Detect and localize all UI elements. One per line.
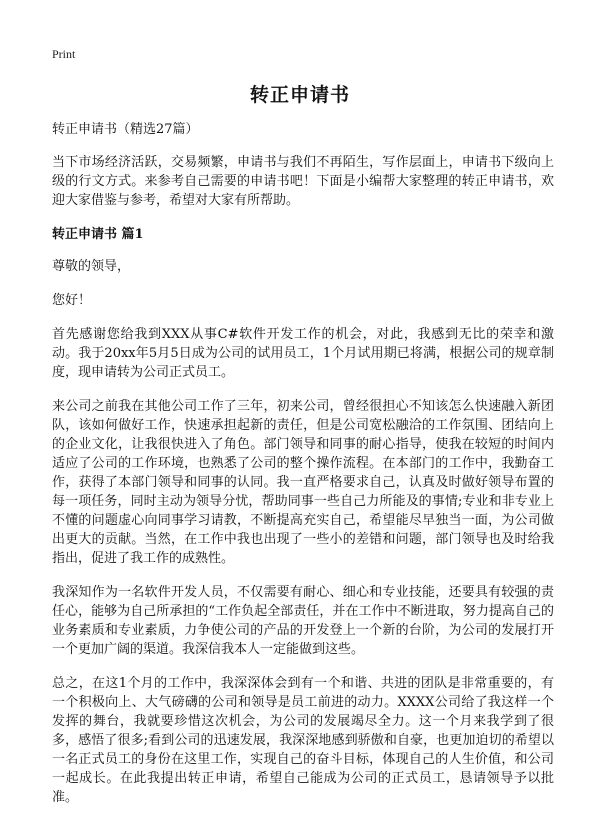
body-paragraph-4: 总之，在这1个月的工作中，我深深体会到有一个和谐、共进的团队是非常重要的，有一个积极向上、大气磅礴的公司和领导是员工前进的动力。XXXX公司给了我这样一个发挥的舞台，我就要珍惜这次机会，为公司的发展竭尽全力。这一个月来我学到了很多，感悟了很多;看到公司的迅速发展，我深深地感到骄傲和自豪，也更加迫切的希望以一名正式员工的身份在这里工作，实现自己的奋斗目标，体现自己的人生价值，和公司一起成长。在此我提出转正申请，希望自己能成为公司的正式员工，恳请领导予以批准。 bbox=[52, 676, 554, 805]
greeting: 您好！ bbox=[52, 293, 92, 308]
body-paragraph-2: 来公司之前我在其他公司工作了三年，初来公司，曾经很担心不知该怎么快速融入新团队，该如何做好工作，快速承担起新的责任，但是公司宽松融洽的工作氛围、团结向上的企业文化，让我很快进入了角色。部门领导和同事的耐心指导，使我在较短的时间内适应了公司的工作环境，也熟悉了公司的整个操作流程。在本部门的工作中，我勤奋工作，获得了本部门领导和同事的认同。我一直严格要求自己，认真及时做好领导布置的每一项任务，同时主动为领导分忧，帮助同事一些自己力所能及的事情;专业和非专业上不懂的问题虚心向同事学习请教，不断提高充实自己，希望能尽早独当一面，为公司做出更大的贡献。当然，在工作中我也出现了一些小的差错和问题，部门领导也及时给我指出，促进了我工作的成熟性。 bbox=[52, 399, 554, 566]
print-link[interactable]: Print bbox=[52, 47, 76, 61]
body-paragraph-1: 首先感谢您给我到XXX从事C#软件开发工作的机会，对此，我感到无比的荣幸和激动。我于20xx年5月5日成为公司的试用员工，1个月试用期已将满，根据公司的规章制度，现申请转为公司正式员工。 bbox=[52, 327, 554, 380]
salutation: 尊敬的领导， bbox=[52, 259, 131, 274]
document-subtitle: 转正申请书（精选27篇） bbox=[52, 122, 199, 137]
page-title: 转正申请书 bbox=[249, 84, 350, 106]
section-heading: 转正申请书 篇1 bbox=[52, 227, 144, 242]
body-paragraph-3: 我深知作为一名软件开发人员，不仅需要有耐心、细心和专业技能，还要具有较强的责任心，能够为自己所承担的“工作负起全部责任，并在工作中不断进取，努力提高自己的业务素质和专业素质，力争使公司的产品的开发登上一个新的台阶，为公司的发展打开一个更加广阔的渠道。我深信我本人一定能做到这些。 bbox=[52, 585, 554, 657]
intro-paragraph: 当下市场经济活跃，交易频繁，申请书与我们不再陌生，写作层面上，申请书下级向上级的行文方式。来参考自己需要的申请书吧！下面是小编帮大家整理的转正申请书，欢迎大家借鉴与参考，希望对大家有所帮助。 bbox=[52, 155, 554, 208]
document-body bbox=[52, 120, 554, 822]
